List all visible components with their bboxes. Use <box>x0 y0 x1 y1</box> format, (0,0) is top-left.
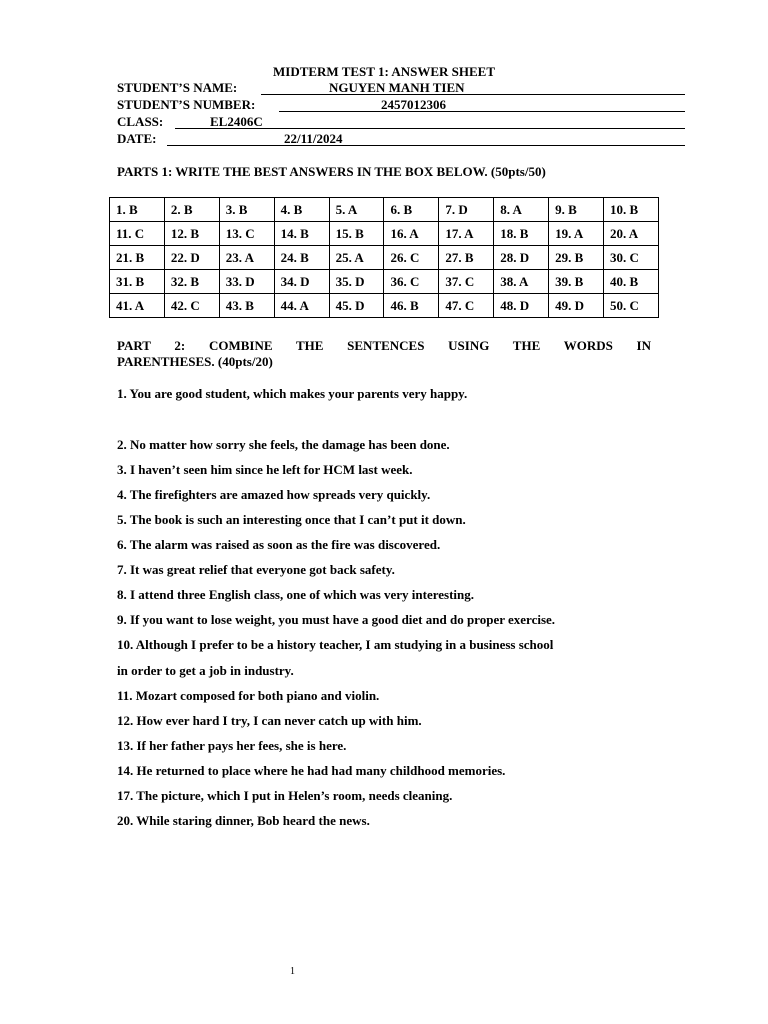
answer-cell: 35. D <box>329 270 384 294</box>
answer-row <box>110 270 659 294</box>
answer-cell: 1. B <box>110 198 165 222</box>
answer-row <box>110 246 659 270</box>
answer-cell: 42. C <box>164 294 219 318</box>
answer-cell: 15. B <box>329 222 384 246</box>
date-label: DATE: <box>117 131 157 146</box>
answer-cell: 37. C <box>439 270 494 294</box>
answer-cell: 33. D <box>219 270 274 294</box>
answer-cell: 16. A <box>384 222 439 246</box>
sentence-item: 5. The book is such an interesting once that I can’t put it down. <box>117 512 466 527</box>
answer-cell: 27. B <box>439 246 494 270</box>
answer-cell: 49. D <box>549 294 604 318</box>
date-underline <box>167 145 685 146</box>
sentence-item: 10. Although I prefer to be a history teacher, I am studying in a business school <box>117 637 554 652</box>
answer-cell: 29. B <box>549 246 604 270</box>
answer-cell: 39. B <box>549 270 604 294</box>
student-number-underline <box>279 111 685 112</box>
student-number-value: 2457012306 <box>381 97 446 112</box>
sentence-item: 8. I attend three English class, one of which was very interesting. <box>117 587 475 602</box>
class-label: CLASS: <box>117 114 164 129</box>
answer-cell: 19. A <box>549 222 604 246</box>
document-title: MIDTERM TEST 1: ANSWER SHEET <box>272 64 496 79</box>
sentence-item: 13. If her father pays her fees, she is here. <box>117 738 347 753</box>
student-name-underline <box>261 94 685 95</box>
student-name-value: NGUYEN MANH TIEN <box>329 80 465 95</box>
student-name-line <box>117 80 685 96</box>
answer-cell: 20. A <box>604 222 659 246</box>
sentence-item: 12. How ever hard I try, I can never catch up with him. <box>117 713 422 728</box>
answer-row <box>110 294 659 318</box>
answer-cell: 38. A <box>494 270 549 294</box>
class-value: EL2406C <box>210 114 263 129</box>
sentence-item: 14. He returned to place where he had had many childhood memories. <box>117 763 506 778</box>
answer-cell: 36. C <box>384 270 439 294</box>
class-line <box>117 114 685 130</box>
answer-cell: 18. B <box>494 222 549 246</box>
sentence-item: 4. The firefighters are amazed how spreads very quickly. <box>117 487 431 502</box>
answer-row <box>110 222 659 246</box>
sentence-item: in order to get a job in industry. <box>117 663 294 678</box>
answer-cell: 45. D <box>329 294 384 318</box>
part2-heading-line2: PARENTHESES. (40pts/20) <box>117 354 273 369</box>
answer-cell: 17. A <box>439 222 494 246</box>
answer-cell: 26. C <box>384 246 439 270</box>
answer-cell: 5. A <box>329 198 384 222</box>
sentence-item: 11. Mozart composed for both piano and violin. <box>117 688 380 703</box>
answer-cell: 3. B <box>219 198 274 222</box>
student-number-line <box>117 97 685 113</box>
answer-cell: 44. A <box>274 294 329 318</box>
student-number-label: STUDENT’S NUMBER: <box>117 97 256 112</box>
date-value: 22/11/2024 <box>284 131 343 146</box>
student-name-label: STUDENT’S NAME: <box>117 80 238 95</box>
answer-cell: 22. D <box>164 246 219 270</box>
answer-cell: 13. C <box>219 222 274 246</box>
answer-cell: 21. B <box>110 246 165 270</box>
answer-cell: 11. C <box>110 222 165 246</box>
answer-cell: 47. C <box>439 294 494 318</box>
sentence-item: 9. If you want to lose weight, you must have a good diet and do proper exercise. <box>117 612 556 627</box>
sentence-item: 2. No matter how sorry she feels, the damage has been done. <box>117 437 450 452</box>
answer-cell: 14. B <box>274 222 329 246</box>
sentence-item: 20. While staring dinner, Bob heard the news. <box>117 813 370 828</box>
answer-cell: 23. A <box>219 246 274 270</box>
answer-cell: 25. A <box>329 246 384 270</box>
answer-cell: 9. B <box>549 198 604 222</box>
page-number: 1 <box>290 966 295 977</box>
answer-cell: 2. B <box>164 198 219 222</box>
answer-cell: 28. D <box>494 246 549 270</box>
answer-cell: 31. B <box>110 270 165 294</box>
answer-cell: 30. C <box>604 246 659 270</box>
answer-cell: 50. C <box>604 294 659 318</box>
sentence-item: 7. It was great relief that everyone got back safety. <box>117 562 395 577</box>
answer-cell: 8. A <box>494 198 549 222</box>
sentence-item: 3. I haven’t seen him since he left for HCM last week. <box>117 462 413 477</box>
answer-row <box>110 198 659 222</box>
sentence-item: 17. The picture, which I put in Helen’s room, needs cleaning. <box>117 788 453 803</box>
answer-cell: 12. B <box>164 222 219 246</box>
answer-cell: 4. B <box>274 198 329 222</box>
answer-cell: 6. B <box>384 198 439 222</box>
part1-heading: PARTS 1: WRITE THE BEST ANSWERS IN THE BOX BELOW. (50pts/50) <box>117 164 546 179</box>
answer-cell: 34. D <box>274 270 329 294</box>
answer-cell: 40. B <box>604 270 659 294</box>
answer-cell: 46. B <box>384 294 439 318</box>
date-line <box>117 131 685 147</box>
answer-table <box>109 197 659 318</box>
answer-cell: 10. B <box>604 198 659 222</box>
answer-cell: 43. B <box>219 294 274 318</box>
answer-cell: 7. D <box>439 198 494 222</box>
sentence-item: 6. The alarm was raised as soon as the fire was discovered. <box>117 537 441 552</box>
answer-cell: 32. B <box>164 270 219 294</box>
sentence-item: 1. You are good student, which makes your parents very happy. <box>117 386 468 401</box>
answer-cell: 48. D <box>494 294 549 318</box>
answer-cell: 41. A <box>110 294 165 318</box>
part2-heading-line1: PART 2: COMBINE THE SENTENCES USING THE WORDS IN <box>117 338 651 353</box>
answer-cell: 24. B <box>274 246 329 270</box>
